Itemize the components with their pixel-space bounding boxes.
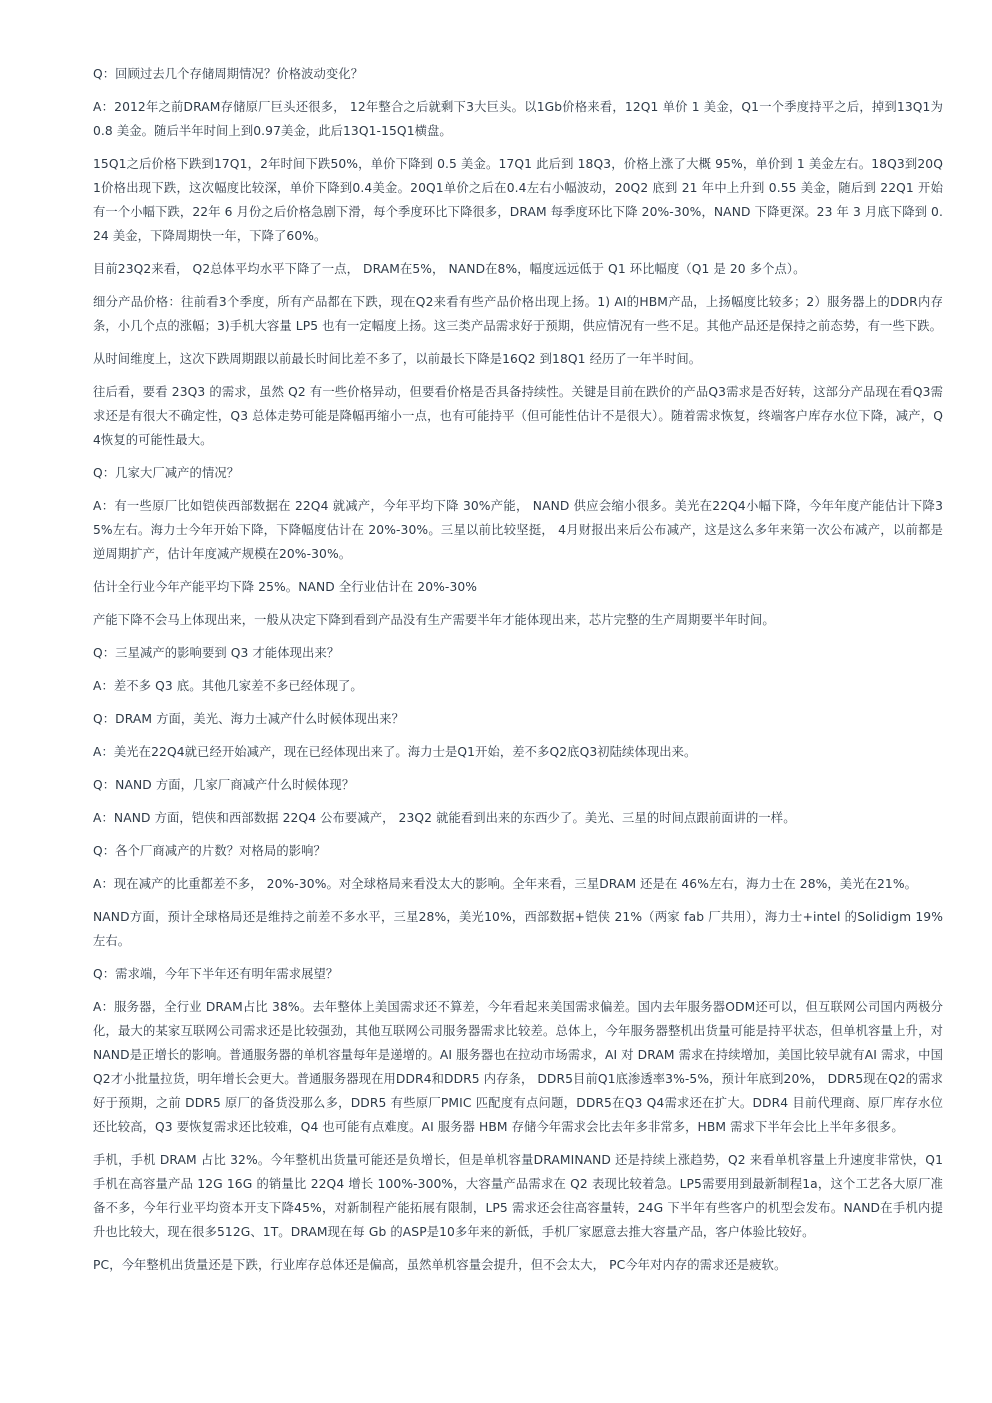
paragraph: PC，今年整机出货量还是下跌，行业库存总体还是偏高，虽然单机容量会提升，但不会太大， PC今年对内存的需求还是疲软。 (93, 1258, 787, 1272)
paragraph: 15Q1之后价格下跌到17Q1，2年时间下跌50%，单价下降到 0.5 美金。17Q1 此后到 18Q3，价格上涨了大概 95%，单价到 1 美金左右。18Q3到20Q1价格出现下跌，这次幅度比较深，单价下降到0.4美金。20Q1单价之后在0.4左右小幅波动，20Q2 底到 21 年中上升到 0.55 美金，随后到 22Q1 开始有一个小幅下跌，22年 6 月份之后价格急剧下滑，每个季度环比下降很多，DRAM 每季度环比下降 20%-30%，NAND 下降更深。23 年 3 月底下降到 0.24 美金，下降周期快一年，下降了60%。 (93, 157, 943, 243)
paragraph-question: Q：回顾过去几个存储周期情况？价格波动变化？ (93, 67, 364, 81)
paragraph-question: Q：各个厂商减产的片数？对格局的影响？ (93, 844, 326, 858)
paragraph-question: Q：需求端，今年下半年还有明年需求展望？ (93, 967, 339, 981)
paragraph-answer: A：NAND 方面，铠侠和西部数据 22Q4 公布要减产， 23Q2 就能看到出来的东西少了。美光、三星的时间点跟前面讲的一样。 (93, 811, 796, 825)
paragraph: 往后看，要看 23Q3 的需求，虽然 Q2 有一些价格异动，但要看价格是否具备持续性。关键是目前在跌价的产品Q3需求是否好转，这部分产品现在看Q3需求还是有很大不确定性，Q3 总体走势可能是降幅再缩小一点，也有可能持平（但可能性估计不是很大）。随着需求恢复，终端客户库存水位下降，减产，Q4恢复的可能性最大。 (93, 385, 943, 447)
paragraph: 手机，手机 DRAM 占比 32%。今年整机出货量可能还是负增长，但是单机容量DRAMINAND 还是持续上涨趋势，Q2 来看单机容量上升速度非常快，Q1 手机在高容量产品 12G 16G 的销量比 22Q4 增长 100%-300%，大容量产品需求在 Q2 表现比较着急。LP5需要用到最新制程1a，这个工艺各大原厂准备不多，今年行业平均资本开支下降45%，对新制程产能拓展有限制，LP5 需求还会往高容量转，24G 下半年有些客户的机型会发布。NAND在手机内提升也比较大，现在很多512G、1T。DRAM现在每 Gb 的ASP是10多年来的新低，手机厂家愿意去推大容量产品，客户体验比较好。 (93, 1153, 943, 1239)
paragraph: 从时间维度上，这次下跌周期跟以前最长时间比差不多了，以前最长下降是16Q2 到18Q1 经历了一年半时间。 (93, 352, 702, 366)
paragraph-question: Q：DRAM 方面，美光、海力士减产什么时候体现出来？ (93, 712, 405, 726)
paragraph: 估计全行业今年产能平均下降 25%。NAND 全行业估计在 20%-30% (93, 580, 478, 594)
paragraph-answer: A：现在减产的比重都差不多， 20%-30%。对全球格局来看没太大的影响。全年来看，三星DRAM 还是在 46%左右，海力士在 28%，美光在21%。 (93, 877, 918, 891)
paragraph-answer: A：差不多 Q3 底。其他几家差不多已经体现了。 (93, 679, 363, 693)
document-body (93, 62, 943, 1286)
paragraph-question: Q：三星减产的影响要到 Q3 才能体现出来？ (93, 646, 340, 660)
paragraph-question: Q：NAND 方面，几家厂商减产什么时候体现？ (93, 778, 355, 792)
paragraph-answer: A：2012年之前DRAM存储原厂巨头还很多， 12年整合之后就剩下3大巨头。以1Gb价格来看，12Q1 单价 1 美金，Q1一个季度持平之后，掉到13Q1为 0.8 美金。随后半年时间上到0.97美金，此后13Q1-15Q1横盘。 (93, 100, 943, 138)
paragraph: NAND方面，预计全球格局还是维持之前差不多水平，三星28%，美光10%，西部数据+铠侠 21%（两家 fab 厂共用），海力士+intel 的Solidigm 19%左右。 (93, 910, 943, 948)
paragraph: 目前23Q2来看， Q2总体平均水平下降了一点， DRAM在5%， NAND在8%，幅度远远低于 Q1 环比幅度（Q1 是 20 多个点）。 (93, 262, 806, 276)
paragraph-question: Q：几家大厂减产的情况？ (93, 466, 240, 480)
paragraph: 细分产品价格：往前看3个季度，所有产品都在下跌，现在Q2来看有些产品价格出现上扬。1) AI的HBM产品，上扬幅度比较多；2）服务器上的DDR内存条，小几个点的涨幅；3)手机大容量 LP5 也有一定幅度上扬。这三类产品需求好于预期，供应情况有一些不足。其他产品还是保持之前态势，有一些下跌。 (93, 295, 943, 333)
paragraph-answer: A：美光在22Q4就已经开始减产，现在已经体现出来了。海力士是Q1开始，差不多Q2底Q3初陆续体现出来。 (93, 745, 697, 759)
paragraph: 产能下降不会马上体现出来，一般从决定下降到看到产品没有生产需要半年才能体现出来，芯片完整的生产周期要半年时间。 (93, 613, 775, 627)
paragraph-answer: A：有一些原厂比如铠侠西部数据在 22Q4 就减产，今年平均下降 30%产能， NAND 供应会缩小很多。美光在22Q4小幅下降，今年年度产能估计下降35%左右。海力士今年开始下降，下降幅度估计在 20%-30%。三星以前比较坚挺， 4月财报出来后公布减产，这是这么多年来第一次公布减产，以前都是逆周期扩产，估计年度减产规模在20%-30%。 (93, 499, 943, 561)
paragraph-answer: A：服务器，全行业 DRAM占比 38%。去年整体上美国需求还不算差，今年看起来美国需求偏差。国内去年服务器ODM还可以，但互联网公司国内两极分化，最大的某家互联网公司需求还是比较强劲，其他互联网公司服务器需求比较差。总体上，今年服务器整机出货量可能是持平状态，但单机容量上升，对NAND是正增长的影响。普通服务器的单机容量每年是递增的。AI 服务器也在拉动市场需求，AI 对 DRAM 需求在持续增加，美国比较早就有AI 需求，中国 Q2才小批量拉货，明年增长会更大。普通服务器现在用DDR4和DDR5 内存条， DDR5目前Q1底渗透率3%-5%，预计年底到20%， DDR5现在Q2的需求好于预期，之前 DDR5 原厂的备货没那么多，DDR5 有些原厂PMIC 匹配度有点问题，DDR5在Q3 Q4需求还在扩大。DDR4 目前代理商、原厂库存水位还比较高，Q3 要恢复需求还比较难，Q4 也可能有点难度。AI 服务器 HBM 存储今年需求会比去年多非常多，HBM 需求下半年会比上半年多很多。 (93, 1000, 943, 1134)
